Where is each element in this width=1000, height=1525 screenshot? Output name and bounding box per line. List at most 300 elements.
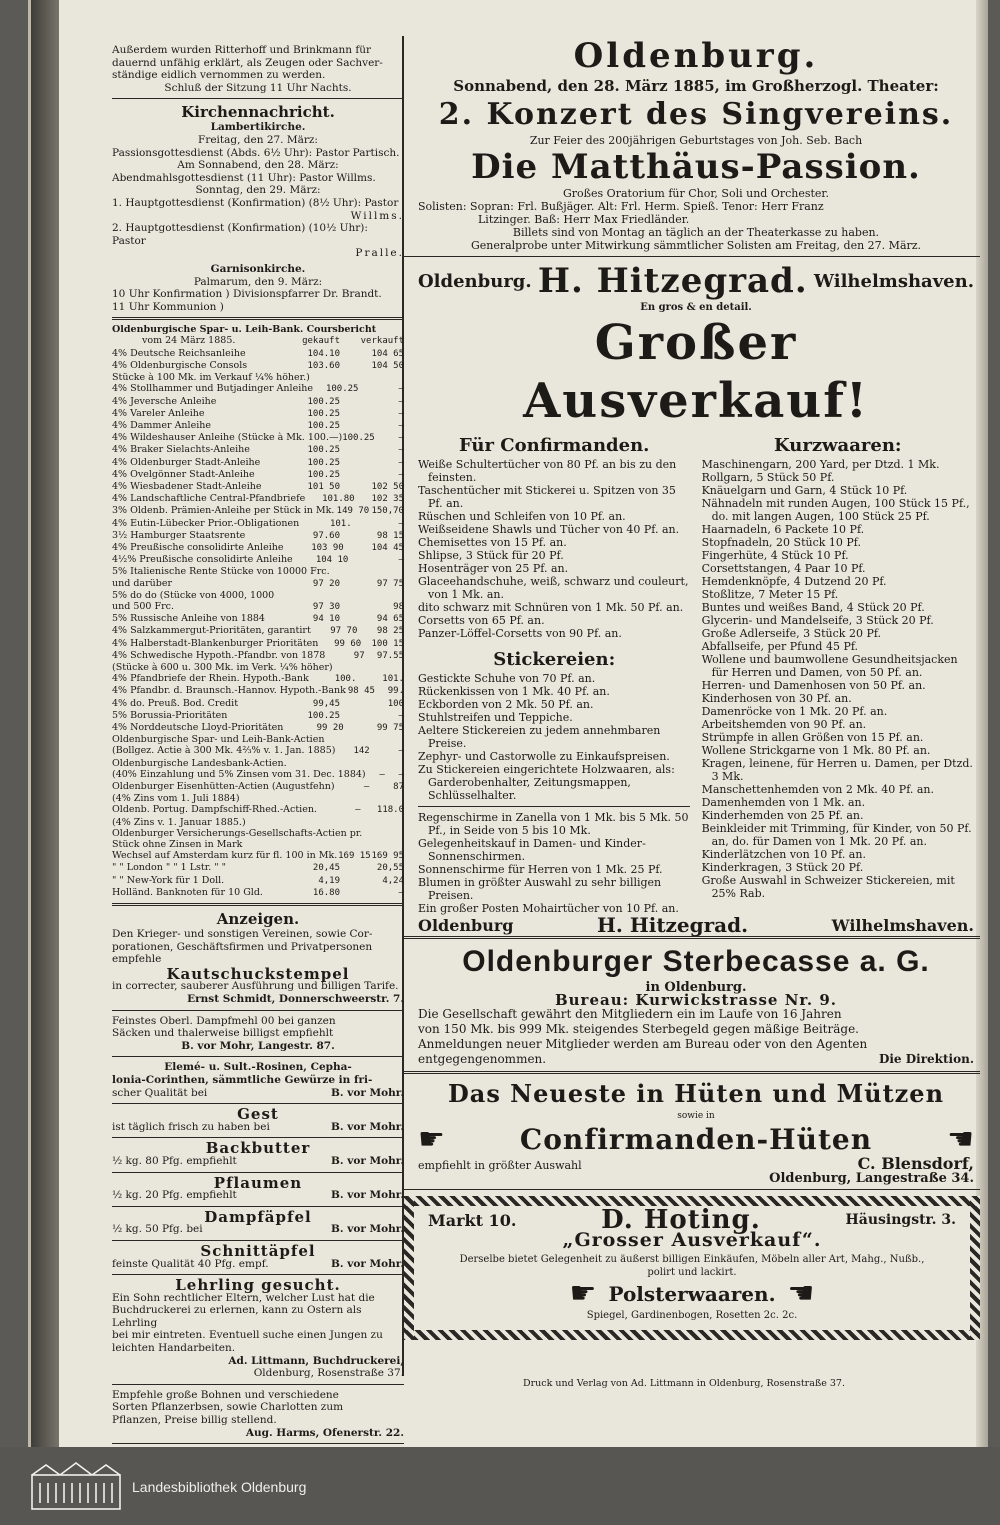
- course-row: [112, 685, 404, 697]
- course-name: Stück ohne Zinsen in Mark: [112, 839, 243, 851]
- church-line: Pralle.: [355, 247, 404, 260]
- course-bought: 100.25: [307, 445, 340, 456]
- church-line: 10 Uhr Konfirmation ) Divisionspfarrer Dr. Brandt.: [112, 288, 382, 301]
- ad-signature: Aug. Harms, Ofenerstr. 22.: [245, 1426, 404, 1439]
- course-bought: 101 50: [307, 481, 340, 492]
- course-row: [112, 793, 404, 804]
- course-name: Oldenburger Versicherungs-Gesellschafts-Actien pr.: [112, 827, 363, 839]
- course-sold: —: [398, 887, 404, 898]
- ad-line: Empfehle große Bohnen und verschiedene: [112, 1388, 339, 1401]
- course-bought: 104 10: [315, 555, 349, 566]
- hat-confirmand: Confirmanden-Hüten: [519, 1123, 873, 1156]
- hitz-foot-right: Wilhelmshaven.: [831, 916, 974, 935]
- course-bought: —: [379, 769, 385, 780]
- course-sold: 98 25: [376, 626, 404, 637]
- apprentice-ad-title: Lehrling gesucht.: [175, 1276, 341, 1295]
- stick-item: Rückenkissen von 1 Mk. 40 Pf. an.: [418, 685, 610, 698]
- hoting-right: Häusingstr. 3.: [845, 1212, 956, 1228]
- kurz-item: Große Auswahl in Schweizer Stickereien, mit 25% Rab.: [701, 874, 955, 900]
- ad-line: ½ kg. 20 Pfg. empfiehlt: [112, 1189, 237, 1202]
- course-sold: —: [398, 445, 404, 456]
- ad-line: Den Krieger- und sonstigen Vereinen, sowie Cor-: [112, 928, 373, 941]
- course-bought: 100.25: [307, 420, 340, 431]
- ad-signature: Oldenburg, Rosenstraße 37.: [253, 1367, 404, 1380]
- hat-title: Das Neueste in Hüten und Mützen: [447, 1079, 945, 1108]
- course-name: 4% Eutin-Lübecker Prior.-Obligationen: [112, 517, 300, 529]
- course-name: 4% Schwedische Hypoth.-Pfandbr. von 1878: [112, 649, 326, 661]
- library-building-icon: [30, 1461, 122, 1511]
- course-row: [112, 554, 404, 566]
- dried-apples-ad-title: Schnittäpfel: [200, 1241, 316, 1260]
- course-row: [112, 745, 404, 757]
- church-line: Palmarum, den 9. März:: [193, 275, 323, 288]
- kurz-item: Kinderkragen, 3 Stück 20 Pf.: [701, 861, 864, 874]
- course-name: 5% Russische Anleihe von 1884: [112, 613, 265, 625]
- hitz-foot-name: H. Hitzegrad.: [597, 913, 749, 937]
- course-name: 4% Wildeshauser Anleihe (Stücke à Mk. 100.—): [112, 432, 343, 444]
- course-bought: 100.25: [342, 433, 375, 444]
- course-row: [112, 613, 404, 625]
- kurz-item: Damenröcke von 1 Mk. 20 Pf. an.: [701, 705, 888, 718]
- course-sold: 99 75: [376, 722, 404, 733]
- course-bought: 97 70: [330, 626, 358, 637]
- conf-lines: [418, 458, 690, 640]
- sterbe-line: entgegengenommen.: [418, 1052, 547, 1066]
- kurz-item: Kinderlätzchen von 10 Pf. an.: [701, 848, 866, 861]
- course-bought: 97.60: [312, 530, 340, 541]
- course-name: 4% Halberstadt-Blankenburger Prioritäten: [112, 637, 319, 649]
- course-sold: 87: [393, 782, 404, 792]
- intro-line: ständige eidlich vernommen zu werden.: [112, 69, 326, 82]
- course-name: 5% do do (Stücke von 4000, 1000: [112, 589, 275, 601]
- stick-item: Zu Stickereien eingerichtete Holzwaaren, als: Garderobenhalter, Zeitungsmappen, Schlüsselhalter.: [418, 763, 675, 802]
- course-sold: —: [398, 433, 404, 444]
- course-bought: 20,45: [312, 863, 340, 874]
- course-row: [112, 396, 404, 408]
- kurz-item: Arbeitshemden von 90 Pf. an.: [701, 718, 867, 731]
- ad-signature: B. vor Mohr.: [331, 1223, 404, 1236]
- course-sold: 100 15: [371, 638, 404, 649]
- ad-line: porationen, Geschäftsfirmen und Privatpersonen empfehle: [112, 940, 373, 966]
- course-row: [112, 481, 404, 493]
- church-line: Abendmahlsgottesdienst (11 Uhr): Pastor Willms.: [112, 171, 376, 184]
- left-column: [112, 44, 404, 1448]
- kurz-item: Große Adlerseife, 3 Stück 20 Pf.: [701, 627, 882, 640]
- course-sold: —: [398, 769, 404, 780]
- pointing-hand-left-icon: ☚: [947, 1122, 974, 1157]
- course-sold: 104 50: [371, 360, 404, 371]
- ad-line: Elemé- u. Sult.-Rosinen, Cepha-: [164, 1061, 352, 1074]
- course-name: (40% Einzahlung und 5% Zinsen vom 31. Dec. 1884): [112, 768, 366, 780]
- course-name: 4% Stollhammer und Butjadinger Anleihe: [112, 383, 313, 395]
- conf-item: Chemisettes von 15 Pf. an.: [418, 536, 567, 549]
- course-bought: 99,45: [312, 698, 340, 709]
- hoting-line: Derselbe bietet Gelegenheit zu äußerst billigen Einkäufen, Möbeln aller Art, Mahg., Nußb.,: [459, 1254, 925, 1265]
- course-row: [112, 887, 404, 899]
- kurz-item: Rollgarn, 5 Stück 50 Pf.: [701, 471, 835, 484]
- ad-line: bei mir eintreten. Eventuell suche einen Jungen zu: [112, 1329, 383, 1342]
- course-bought: 142: [353, 746, 370, 757]
- course-bought: 103.60: [307, 360, 340, 371]
- church-line: Passionsgottesdienst (Abds. 6½ Uhr): Pastor Partisch.: [112, 146, 400, 159]
- hat-address: Oldenburg, Langestraße 34.: [769, 1171, 974, 1186]
- stick-item: Stuhlstreifen und Teppiche.: [418, 711, 573, 724]
- course-rows: [112, 348, 404, 899]
- concert-soloists: Solisten: Sopran: Frl. Bußjäger. Alt: Frl. Herm. Spieß. Tenor: Herr Franz: [418, 200, 824, 213]
- course-row: [112, 673, 404, 685]
- ad-signature: B. vor Mohr.: [331, 1257, 404, 1270]
- ad-line: scher Qualität bei: [112, 1086, 208, 1099]
- intro-text: [112, 44, 404, 94]
- course-row: [112, 444, 404, 456]
- sterbe-signature: Die Direktion.: [878, 1052, 974, 1066]
- ad-signature: B. vor Mohr.: [331, 1189, 404, 1202]
- church-line: 1. Hauptgottesdienst (Konfirmation) (8½ Uhr): Pastor: [112, 196, 399, 209]
- course-row: [112, 839, 404, 850]
- course-bought: 100.25: [325, 384, 359, 395]
- stick-lines: [418, 672, 690, 802]
- conf-item: dito schwarz mit Schnüren von 1 Mk. 50 Pf. an.: [418, 601, 684, 614]
- stick-title: Stickereien:: [493, 649, 616, 670]
- course-name: 4% Deutsche Reichsanleihe: [112, 347, 246, 359]
- misc-item: Sonnenschirme für Herren von 1 Mk. 25 Pf.: [418, 863, 663, 876]
- course-sold: —: [398, 396, 404, 407]
- course-bought: 100.: [334, 674, 357, 685]
- course-row: [112, 590, 404, 601]
- hoting-mirror: Spiegel, Gardinenbogen, Rosetten 2c. 2c.: [586, 1310, 798, 1321]
- course-row: [112, 408, 404, 420]
- course-sold: —: [398, 518, 404, 529]
- library-footer: [0, 1447, 1000, 1525]
- conf-item: Hosenträger von 25 Pf. an.: [418, 562, 569, 575]
- course-sold: 104 45: [371, 542, 404, 553]
- hitz-right-list: [702, 434, 974, 915]
- ad-signature: Ad. Littmann, Buchdruckerei,: [228, 1354, 404, 1367]
- kurz-item: Haarnadeln, 6 Packete 10 Pf.: [701, 523, 865, 536]
- course-sold: 20,55: [376, 863, 404, 874]
- course-name: 4% Pfandbr. d. Braunsch.-Hannov. Hypoth.-Bank: [112, 685, 346, 697]
- kurz-item: Hemdenknöpfe, 4 Dutzend 20 Pf.: [701, 575, 887, 588]
- hitz-sale: Großer Ausverkauf!: [523, 315, 869, 429]
- course-bought: 100.25: [307, 457, 340, 468]
- ad-line: ist täglich frisch zu haben bei: [112, 1120, 270, 1133]
- course-bought: 103 90: [311, 542, 344, 553]
- library-name: Landesbibliothek Oldenburg: [132, 1479, 307, 1495]
- hoting-ad-box: [404, 1196, 980, 1340]
- course-sold: 101.: [382, 674, 404, 685]
- kurz-item: Damenhemden von 1 Mk. an.: [701, 796, 866, 809]
- course-row: [112, 781, 404, 793]
- course-sold: —: [398, 555, 404, 566]
- course-bought: 97 30: [312, 601, 340, 612]
- stick-item: Zephyr- und Castorwolle zu Einkaufspreisen.: [418, 750, 670, 763]
- course-row: [112, 769, 404, 781]
- kurz-item: Wollene und baumwollene Gesundheitsjacken für Herren und Damen, von 50 Pf. an.: [701, 653, 958, 679]
- kurz-item: Abfallseife, per Pfund 45 Pf.: [701, 640, 859, 653]
- kurz-item: Manschettenhemden von 2 Mk. 40 Pf. an.: [701, 783, 935, 796]
- hat-signature: C. Blensdorf,: [857, 1154, 974, 1173]
- course-sold: 104 65: [371, 348, 404, 359]
- course-sold: —: [398, 384, 404, 395]
- course-report: [112, 324, 404, 899]
- yeast-ad-title: Gest: [237, 1105, 279, 1124]
- course-sold: 169 95: [371, 851, 404, 862]
- sterbe-bureau: Bureau: Kurwickstrasse Nr. 9.: [554, 991, 838, 1009]
- conf-item: Taschentücher mit Stickerei u. Spitzen von 35 Pf. an.: [418, 484, 676, 510]
- course-row: [112, 432, 404, 444]
- kurz-item: Fingerhüte, 4 Stück 10 Pf.: [701, 549, 849, 562]
- hoting-name: D. Hoting.: [601, 1205, 761, 1235]
- course-bought: —: [355, 805, 361, 816]
- course-name: 4% Ovelgönner Stadt-Anleihe: [112, 468, 255, 480]
- conf-title: Für Confirmanden.: [458, 435, 650, 456]
- course-name: 5% Borussia-Prioritäten: [112, 709, 228, 721]
- course-row: [112, 601, 404, 613]
- hitz-left-list: [418, 434, 690, 915]
- course-row: [112, 710, 404, 722]
- misc-lines: [418, 811, 690, 915]
- course-row: [112, 457, 404, 469]
- kurz-item: Stopfnadeln, 20 Stück 10 Pf.: [701, 536, 861, 549]
- conf-item: Glaceehandschuhe, weiß, schwarz und couleurt, von 1 Mk. an.: [418, 575, 689, 601]
- sterbe-line: von 150 Mk. bis 999 Mk. steigendes Sterbegeld gegen mäßige Beiträge.: [418, 1022, 859, 1036]
- pointing-hand-left-icon: ☚: [787, 1276, 815, 1311]
- course-sold: 150,70: [371, 506, 404, 517]
- course-row: [112, 828, 404, 839]
- church-line: 2. Hauptgottesdienst (Konfirmation) (10½ Uhr): Pastor: [112, 222, 368, 247]
- hitz-name: H. Hitzegrad.: [537, 261, 808, 301]
- hoting-sale: „Grosser Ausverkauf“.: [562, 1229, 822, 1251]
- course-date: vom 24 März 1885.: [142, 335, 236, 347]
- ad-line: leichten Handarbeiten.: [112, 1342, 236, 1355]
- hitz-foot-left: Oldenburg: [418, 916, 514, 935]
- course-bought: 101.: [329, 518, 352, 529]
- course-row: [112, 518, 404, 530]
- stick-item: Eckborden von 2 Mk. 50 Pf. an.: [418, 698, 594, 711]
- course-name: 4% Salzkammergut-Prioritäten, garantirt: [112, 625, 311, 637]
- church-line: Sonntag, den 29. März:: [195, 184, 321, 197]
- course-row: [112, 505, 404, 517]
- course-name: Oldenburgische Spar- und Leih-Bank-Actien: [112, 734, 325, 746]
- course-name: und 500 Frc.: [112, 600, 174, 612]
- church-line: Willms.: [350, 209, 404, 222]
- course-name: 4% Landschaftliche Central-Pfandbriefe: [112, 493, 306, 505]
- misc-item: Blumen in größter Auswahl zu sehr billigen Preisen.: [418, 876, 662, 902]
- course-sold: 97.55: [376, 650, 404, 661]
- course-name: Wechsel auf Amsterdam kurz für fl. 100 in Mk.: [112, 850, 338, 862]
- conf-item: Weiße Schultertücher von 80 Pf. an bis zu den feinsten.: [418, 458, 677, 484]
- kurz-title: Kurzwaaren:: [774, 435, 902, 456]
- course-title: Oldenburgische Spar- u. Leih-Bank. Coursbericht: [112, 324, 377, 336]
- course-row: [112, 804, 404, 816]
- ad-line: Ein Sohn rechtlicher Eltern, welcher Lust hat die: [112, 1291, 375, 1304]
- apples-ad-title: Dampfäpfel: [204, 1207, 312, 1226]
- course-bought: 100.25: [307, 710, 340, 721]
- church2-name: Garnisonkirche.: [210, 262, 306, 275]
- course-row: [112, 850, 404, 862]
- hitz-sub: En gros & en detail.: [640, 302, 752, 313]
- pointing-hand-right-icon: ☛: [569, 1276, 597, 1311]
- intro-line: Schluß der Sitzung 11 Uhr Nachts.: [164, 81, 352, 94]
- kurz-item: Wollene Strickgarne von 1 Mk. 80 Pf. an.: [701, 744, 931, 757]
- ad-signature: B. vor Mohr.: [331, 1154, 404, 1167]
- stick-item: Aeltere Stickereien zu jedem annehmbaren Preise.: [418, 724, 661, 750]
- course-row: [112, 383, 404, 395]
- church1-name: Lambertikirche.: [210, 121, 306, 134]
- kurz-item: Corsettstangen, 4 Paar 10 Pf.: [701, 562, 866, 575]
- course-name: 4% Vareler Anleihe: [112, 407, 205, 419]
- course-name: 4% Norddeutsche Lloyd-Prioritäten: [112, 721, 284, 733]
- course-name: 5% Italienische Rente Stücke von 10000 Frc.: [112, 566, 330, 578]
- course-name: 4% Wiesbadener Stadt-Anleihe: [112, 480, 262, 492]
- hat-sowie: sowie in: [677, 1111, 715, 1121]
- course-row: [112, 578, 404, 590]
- course-row: [112, 722, 404, 734]
- course-name: 4½% Preußische consolidirte Anleihe: [112, 554, 293, 566]
- ad-signature: B. vor Mohr.: [331, 1120, 404, 1133]
- kurz-item: Kinderhosen von 30 Pf. an.: [701, 692, 852, 705]
- course-bought: 101.80: [322, 494, 355, 505]
- ad-line: Buchdruckerei zu erlernen, kann zu Ostern als Lehrling: [112, 1304, 362, 1329]
- book-spine: [31, 0, 59, 1447]
- kurz-item: Strümpfe in allen Größen von 15 Pf. an.: [701, 731, 924, 744]
- kurz-item: Kinderhemden von 25 Pf. an.: [701, 809, 864, 822]
- concert-title: 2. Konzert des Singvereins.: [438, 97, 954, 132]
- course-row: [112, 348, 404, 360]
- sterbe-line: Anmeldungen neuer Mitglieder werden am Bureau oder von den Agenten: [418, 1037, 868, 1051]
- course-sold: —: [398, 710, 404, 721]
- conf-item: Panzer-Löffel-Corsetts von 90 Pf. an.: [418, 627, 622, 640]
- sterbe-line: Die Gesellschaft gewährt den Mitgliedern ein im Laufe von 16 Jahren: [418, 1007, 842, 1021]
- ad-line: feinste Qualität 40 Pfg. empf.: [112, 1257, 269, 1270]
- course-bought: 104.10: [307, 348, 340, 359]
- course-row: [112, 469, 404, 481]
- course-bought: 100.25: [307, 408, 340, 419]
- course-name: und darüber: [112, 577, 172, 589]
- course-row: [112, 420, 404, 432]
- course-bought: 97 20: [312, 578, 340, 589]
- course-row: [112, 638, 404, 650]
- kurz-item: Nähnadeln mit runden Augen, 100 Stück 15 Pf., do. mit langen Augen, 100 Stück 25 Pf.: [701, 497, 970, 523]
- pointing-hand-right-icon: ☛: [418, 1122, 445, 1157]
- course-header: [112, 335, 404, 347]
- kurz-item: Kragen, leinene, für Herren u. Damen, per Dtzd. 3 Mk.: [701, 757, 973, 783]
- course-name: 4% Preußische consolidirte Anleihe: [112, 541, 284, 553]
- kurz-item: Knäuelgarn und Garn, 4 Stück 10 Pf.: [701, 484, 908, 497]
- church-line: 11 Uhr Kommunion ): [112, 300, 224, 313]
- course-name: " " New-York für 1 Doll.: [112, 874, 225, 886]
- course-name: (Stücke à 600 u. 300 Mk. im Verk. ¼% höher): [112, 661, 333, 673]
- course-sold: —: [398, 420, 404, 431]
- misc-item: Regenschirme in Zanella von 1 Mk. bis 5 Mk. 50 Pf., in Seide von 5 bis 10 Mk.: [418, 811, 689, 837]
- hitz-city-right: Wilhelmshaven.: [813, 270, 974, 292]
- course-name: Holländ. Banknoten für 10 Gld.: [112, 886, 263, 898]
- course-head-bought: gekauft: [302, 336, 340, 347]
- ad-line: ½ kg. 80 Pfg. empfiehlt: [112, 1154, 237, 1167]
- course-name: (4% Zins v. 1. Januar 1885.): [112, 816, 246, 828]
- concert-subtitle: Großes Oratorium für Chor, Soli und Orchester.: [563, 187, 829, 200]
- ad-signature: B. vor Mohr, Langestr. 87.: [181, 1039, 335, 1052]
- course-row: [112, 542, 404, 554]
- sterbe-city: in Oldenburg.: [645, 980, 747, 995]
- course-sold: 100: [387, 698, 404, 709]
- conf-item: Shlipse, 3 Stück für 20 Pf.: [418, 549, 564, 562]
- course-name: " " London " " 1 Lstr. " ": [112, 862, 227, 874]
- course-row: [112, 698, 404, 710]
- course-name: Oldenburger Eisenhütten-Actien (Augustfehn): [112, 781, 335, 792]
- course-row: [112, 625, 404, 637]
- course-name: Oldenb. Portug. Dampfschiff-Rhed.-Actien.: [112, 804, 317, 816]
- imprint: Druck und Verlag von Ad. Littmann in Oldenburg, Rosenstraße 37.: [523, 1378, 845, 1389]
- conf-item: Weißseidene Shawls und Tücher von 40 Pf. an.: [418, 523, 680, 536]
- kurz-item: Stoßlitze, 7 Meter 15 Pf.: [701, 588, 839, 601]
- misc-item: Ein großer Posten Mohairtücher von 10 Pf. an.: [418, 902, 679, 915]
- course-sold: 102 50: [371, 481, 404, 492]
- intro-line: dauernd unfähig erklärt, als Zeugen oder Sachver-: [112, 56, 383, 69]
- course-row: [112, 530, 404, 542]
- course-name: Oldenburgische Landesbank-Actien.: [112, 757, 287, 769]
- course-bought: 4,19: [318, 875, 340, 886]
- course-sold: 97 75: [376, 578, 404, 589]
- course-sold: 4,24: [382, 875, 404, 886]
- course-name: 4% Oldenburger Stadt-Anleihe: [112, 456, 261, 468]
- course-bought: 98 45: [347, 686, 375, 697]
- course-sold: 98 15: [376, 530, 404, 541]
- course-name: (Bollgez. Actie à 300 Mk. 4⅔% v. 1. Jan. 1885): [112, 745, 336, 757]
- concert-rehearsal: Generalprobe unter Mitwirkung sämmtlicher Solisten am Freitag, den 27. März.: [470, 239, 922, 252]
- course-bought: 100.25: [307, 396, 340, 407]
- course-name: (4% Zins vom 1. Juli 1884): [112, 793, 240, 805]
- stamp-ad-title: Kautschuckstempel: [166, 964, 350, 983]
- course-name: 4% Dammer Anleihe: [112, 419, 211, 431]
- hoting-line: polirt und lackirt.: [647, 1267, 737, 1278]
- course-sold: 98: [393, 601, 404, 612]
- hitz-city-left: Oldenburg.: [418, 270, 532, 292]
- course-name: 4% do. Preuß. Bod. Credit: [112, 697, 239, 709]
- hoting-left: Markt 10.: [428, 1211, 517, 1230]
- course-bought: 99 20: [316, 722, 344, 733]
- course-name: 4% Braker Sielachts-Anleihe: [112, 444, 250, 456]
- course-sold: 94 65: [376, 614, 404, 625]
- hoting-polster: Polsterwaaren.: [608, 1281, 776, 1306]
- church-line: Freitag, den 27. März:: [198, 133, 318, 146]
- course-name: Stücke à 100 Mk. im Verkauf ¼% höher.): [112, 372, 310, 384]
- course-bought: 100.25: [307, 469, 340, 480]
- plums-ad-title: Pflaumen: [213, 1173, 303, 1192]
- course-sold: 118.0: [376, 805, 404, 816]
- kurz-item: Buntes und weißes Band, 4 Stück 20 Pf.: [701, 601, 925, 614]
- course-row: [112, 875, 404, 887]
- kurz-item: Glycerin- und Mandelseife, 3 Stück 20 Pf.: [701, 614, 934, 627]
- course-row: [112, 493, 404, 505]
- kurz-item: Beinkleider mit Trimming, für Kinder, von 50 Pf. an, do. für Damen von 1 Mk. 20 Pf. an.: [701, 822, 972, 848]
- concert-occasion: Zur Feier des 200jährigen Geburtstages von Joh. Seb. Bach: [529, 134, 863, 147]
- concert-soloists: Litzinger. Baß: Herr Max Friedländer.: [478, 213, 690, 226]
- stick-item: Gestickte Schuhe von 70 Pf. an.: [418, 672, 596, 685]
- ad-line: Sorten Pflanzerbsen, sowie Charlotten zum: [112, 1401, 344, 1414]
- course-bought: 169 15: [338, 851, 371, 862]
- course-row: [112, 372, 404, 383]
- course-sold: —: [398, 746, 404, 757]
- ad-line: Säcken und thalerweise billigst empfiehlt: [112, 1027, 334, 1040]
- course-name: 3% Oldenb. Prämien-Anleihe per Stück in Mk.: [112, 505, 335, 517]
- kurz-lines: [702, 458, 974, 900]
- course-bought: 16.80: [312, 887, 340, 898]
- conf-item: Corsetts von 65 Pf. an.: [418, 614, 545, 627]
- course-sold: —: [398, 469, 404, 480]
- sterbe-title: Oldenburger Sterbecasse a. G.: [462, 945, 930, 978]
- ad-line: in correcter, sauberer Ausführung und billigen Tarife.: [112, 980, 399, 993]
